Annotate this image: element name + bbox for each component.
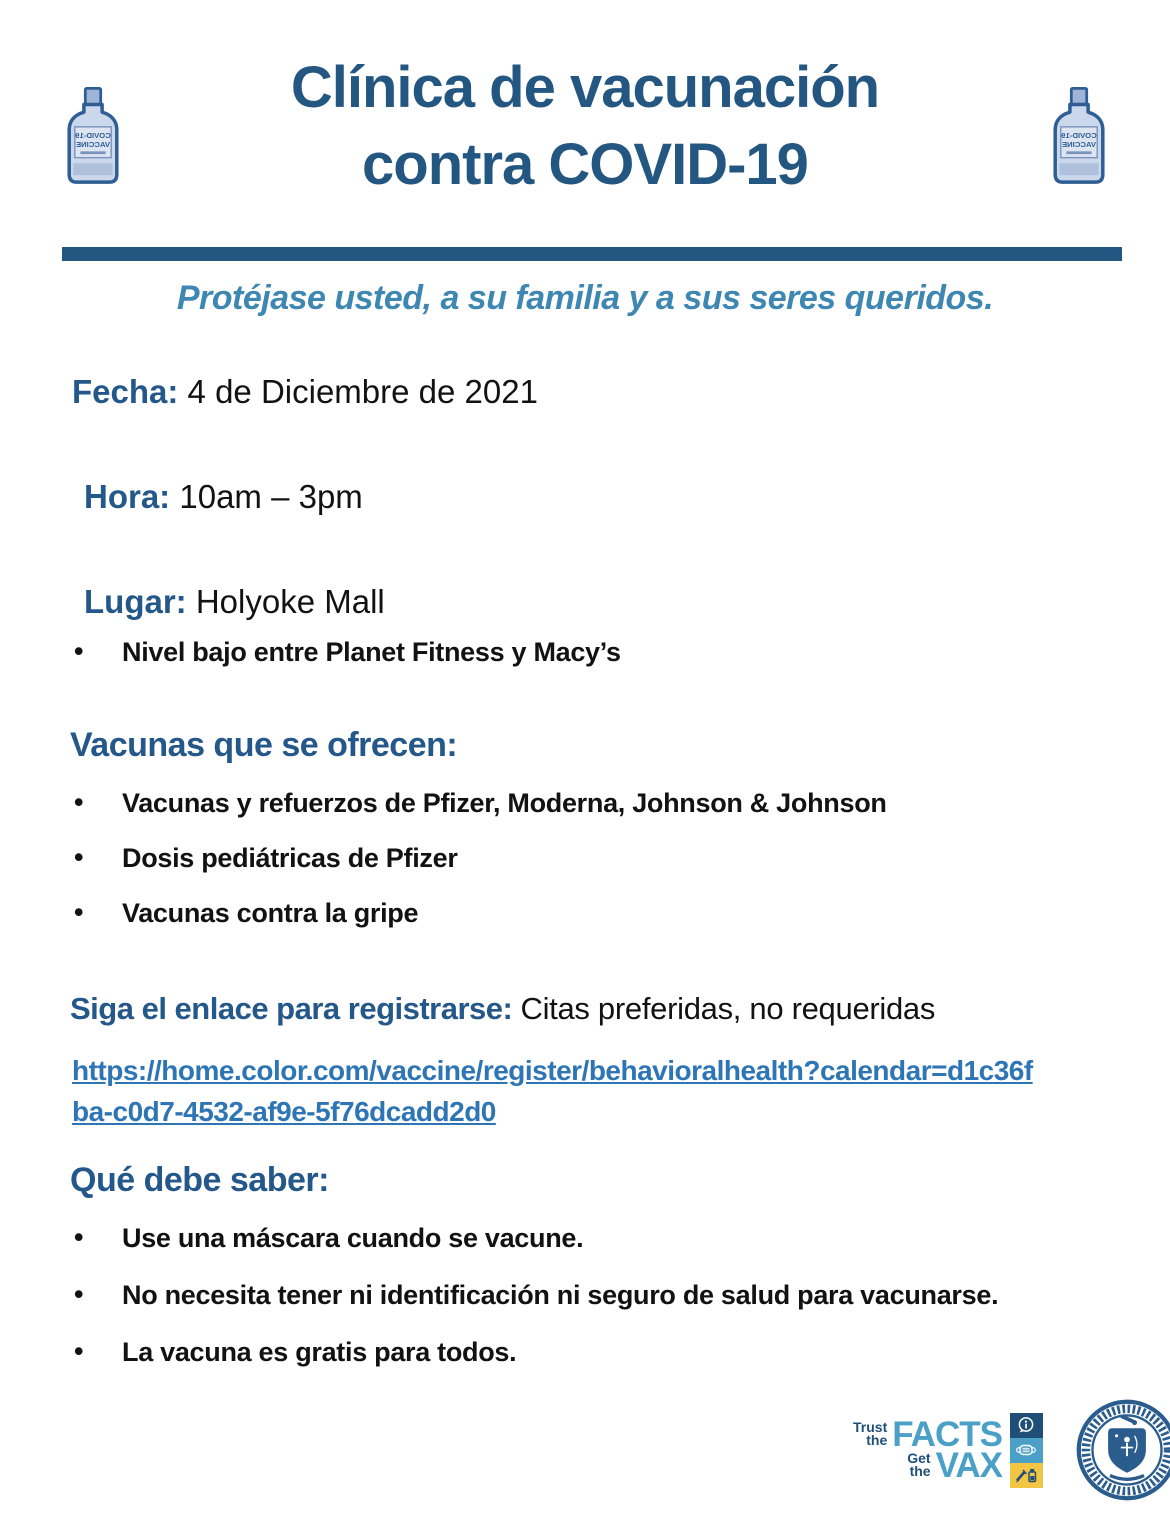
know-heading: Qué debe saber: xyxy=(70,1161,329,1199)
vaccine-list-item: • Vacunas contra la gripe xyxy=(72,898,887,929)
location-list xyxy=(72,637,621,668)
vax-text: VAX xyxy=(935,1446,1002,1485)
get-the-text: Get the xyxy=(907,1450,931,1479)
divider-bar xyxy=(62,247,1122,261)
registration-link[interactable] xyxy=(72,1050,1033,1132)
fecha-label: Fecha: xyxy=(72,373,179,410)
face-mask-icon xyxy=(1010,1438,1043,1463)
footer-logos xyxy=(853,1398,1170,1502)
info-bubble-icon xyxy=(1010,1413,1043,1438)
title-line-1: Clínica de vacunación xyxy=(290,55,880,120)
lugar-label: Lugar: xyxy=(84,583,187,620)
trust-facts-vax-logo xyxy=(853,1415,1002,1485)
know-list-item: • La vacuna es gratis para todos. xyxy=(72,1337,998,1368)
title-line-2: contra COVID-19 xyxy=(362,131,808,197)
vaccines-heading: Vacunas que se ofrecen: xyxy=(70,726,458,764)
trust-the-text: Trust the xyxy=(853,1419,888,1448)
vaccine-list-item: • Dosis pediátricas de Pfizer xyxy=(72,843,887,874)
register-note: Citas preferidas, no requeridas xyxy=(520,991,936,1026)
know-list-item: • No necesita tener ni identificación ni seguro de salud para vacunarse. xyxy=(72,1280,998,1311)
know-list xyxy=(72,1223,998,1394)
lugar-row xyxy=(84,583,385,621)
vaccines-list xyxy=(72,788,887,953)
fecha-value: 4 de Diciembre de 2021 xyxy=(187,373,538,410)
syringe-vial-icon xyxy=(1010,1463,1043,1488)
svg-text:COVID-19: COVID-19 xyxy=(75,131,111,141)
register-heading xyxy=(70,991,935,1027)
svg-text:COVID-19: COVID-19 xyxy=(1061,131,1097,141)
svg-text:VACCINE: VACCINE xyxy=(75,140,111,150)
hora-label: Hora: xyxy=(84,478,171,515)
lugar-value: Holyoke Mall xyxy=(195,583,385,620)
vaccine-list-item: • Vacunas y refuerzos de Pfizer, Moderna, Johnson & Johnson xyxy=(72,788,887,819)
know-list-item: • Use una máscara cuando se vacune. xyxy=(72,1223,998,1254)
registration-link-line-1[interactable]: https://home.color.com/vaccine/register/behavioralhealth?calendar=d1c36f xyxy=(72,1055,1033,1086)
register-label: Siga el enlace para registrarse: xyxy=(70,991,513,1026)
facts-text: FACTS xyxy=(892,1415,1002,1454)
hora-value: 10am – 3pm xyxy=(179,478,363,515)
hora-row xyxy=(84,478,363,516)
registration-link-line-2[interactable]: ba-c0d7-4532-af9e-5f76dcadd2d0 xyxy=(72,1096,496,1127)
page-subtitle: Protéjase usted, a su familia y a sus seres queridos. xyxy=(176,279,994,317)
svg-text:VACCINE: VACCINE xyxy=(1061,140,1097,150)
page-title xyxy=(0,50,1170,203)
fecha-row xyxy=(72,373,538,411)
vax-badge-stack xyxy=(1010,1413,1043,1488)
location-list-item: • Nivel bajo entre Planet Fitness y Macy’s xyxy=(72,637,621,668)
massachusetts-state-seal xyxy=(1075,1398,1170,1502)
